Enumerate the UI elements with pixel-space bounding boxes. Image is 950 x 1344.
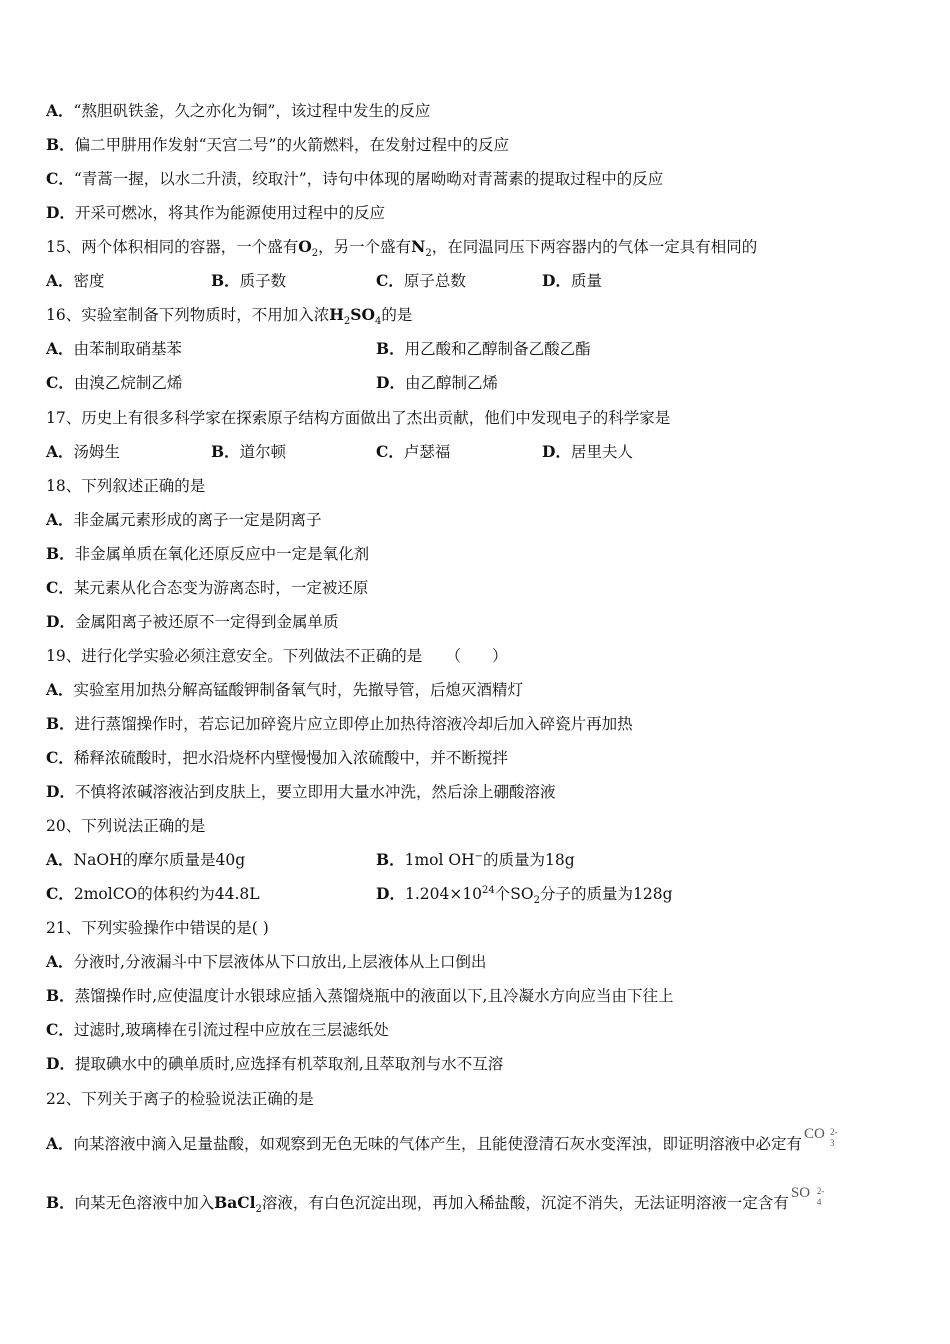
q17-options (46, 440, 910, 464)
q17-option-a: A．汤姆生 (46, 442, 121, 461)
q16-options-row2 (46, 371, 910, 395)
q18-option-d: D．金属阳离子被还原不一定得到金属单质 (46, 612, 339, 631)
q20-option-c: C．2molCO的体积约为44.8L (46, 884, 260, 903)
q18-option-b: B．非金属单质在氧化还原反应中一定是氧化剂 (46, 544, 370, 563)
q20-stem: 20、下列说法正确的是 (46, 817, 206, 835)
q17-option-c: C．卢瑟福 (376, 442, 451, 461)
option-text: “青蒿一握，以水二升渍，绞取汁”，诗句中体现的屠呦呦对青蒿素的提取过程中的反应 (73, 170, 664, 188)
q22-option-a: A．向某溶液中滴入足量盐酸，如观察到无色无味的气体产生，且能使澄清石灰水变浑浊，即证明溶液中必定有 CO 2- 3 (46, 1132, 910, 1156)
q20-options-row2 (46, 882, 910, 906)
carbonate-ion-formula: CO 2- 3 (804, 1126, 838, 1148)
q19-option-a: A．实验室用加热分解高锰酸钾制备氧气时，先撤导管，后熄灭酒精灯 (46, 680, 524, 699)
q16-stem: 16、实验室制备下列物质时，不用加入浓$H_2SO_4$的是 (46, 305, 413, 328)
option-text: 开采可燃冰，将其作为能源使用过程中的反应 (74, 204, 385, 222)
q18-option-a: A．非金属元素形成的离子一定是阴离子 (46, 510, 322, 529)
q19-option-c: C．稀释浓硫酸时，把水沿烧杯内壁慢慢加入浓硫酸中，并不断搅拌 (46, 748, 508, 767)
q14-option-b (46, 133, 910, 157)
q15-options (46, 269, 910, 293)
q16-option-b: B．用乙酸和乙醇制备乙酸乙酯 (376, 339, 591, 358)
option-label: B． (46, 135, 75, 154)
q19-stem: 19、进行化学实验必须注意安全。下列做法不正确的是 （ ） (46, 647, 508, 665)
q14-option-a (46, 99, 910, 123)
q17-stem: 17、历史上有很多科学家在探索原子结构方面做出了杰出贡献，他们中发现电子的科学家是 (46, 409, 671, 427)
q17-option-b: B．道尔顿 (211, 442, 287, 461)
q15-stem: 15、两个体积相同的容器，一个盛有$O_2$，另一个盛有$N_2$，在同温同压下两容器内的气体一定具有相同的 (46, 237, 758, 260)
q14-option-d (46, 201, 910, 225)
q21-option-b: B．蒸馏操作时,应使温度计水银球应插入蒸馏烧瓶中的液面以下,且冷凝水方向应当由下往上 (46, 986, 674, 1005)
q20-option-b: B．1mol OH−的质量为18g (376, 850, 575, 869)
q22-stem: 22、下列关于离子的检验说法正确的是 (46, 1090, 314, 1108)
q16-options-row1 (46, 337, 910, 361)
option-text: 偏二甲肼用作发射“天宫二号”的火箭燃料，在发射过程中的反应 (74, 136, 509, 154)
q15-option-a: A．密度 (46, 271, 105, 290)
q14-option-c (46, 167, 910, 191)
option-label: A． (46, 101, 74, 120)
option-label: D． (46, 203, 75, 222)
q16-option-d: D．由乙醇制乙烯 (376, 373, 498, 392)
q21-option-d: D．提取碘水中的碘单质时,应选择有机萃取剂,且萃取剂与水不互溶 (46, 1054, 504, 1073)
option-text: “熬胆矾铁釜，久之亦化为铜”，该过程中发生的反应 (73, 102, 431, 120)
option-label: C． (46, 169, 74, 188)
q20-option-d: D．$1.204\times 10^{24}$个$SO_2$分子的质量为128g (376, 884, 673, 907)
q15-option-d: D．质量 (542, 271, 602, 290)
q15-option-c: C．原子总数 (376, 271, 466, 290)
q21-stem: 21、下列实验操作中错误的是( ) (46, 919, 269, 937)
q18-stem: 18、下列叙述正确的是 (46, 477, 206, 495)
q20-option-a: A．NaOH的摩尔质量是40g (46, 850, 246, 869)
q18-option-c: C．某元素从化合态变为游离态时，一定被还原 (46, 578, 369, 597)
q17-option-d: D．居里夫人 (542, 442, 633, 461)
q20-options-row1 (46, 848, 910, 872)
sulfate-ion-formula: SO 2- 4 (790, 1185, 825, 1207)
q21-option-a: A．分液时,分液漏斗中下层液体从下口放出,上层液体从上口倒出 (46, 952, 487, 971)
q21-option-c: C．过滤时,玻璃棒在引流过程中应放在三层滤纸处 (46, 1020, 389, 1039)
q15-option-b: B．质子数 (211, 271, 287, 290)
q19-option-b: B．进行蒸馏操作时，若忘记加碎瓷片应立即停止加热待溶液冷却后加入碎瓷片再加热 (46, 714, 633, 733)
q16-option-c: C．由溴乙烷制乙烯 (46, 373, 183, 392)
q22-option-b: B．向某无色溶液中加入BaCl$_2$溶液，有白色沉淀出现，再加入稀盐酸，沉淀不消失，无法证明溶液一定含有 SO 2- 4 (46, 1191, 910, 1215)
q16-option-a: A．由苯制取硝基苯 (46, 339, 183, 358)
q19-option-d: D．不慎将浓碱溶液沾到皮肤上，要立即用大量水冲洗，然后涂上硼酸溶液 (46, 782, 556, 801)
